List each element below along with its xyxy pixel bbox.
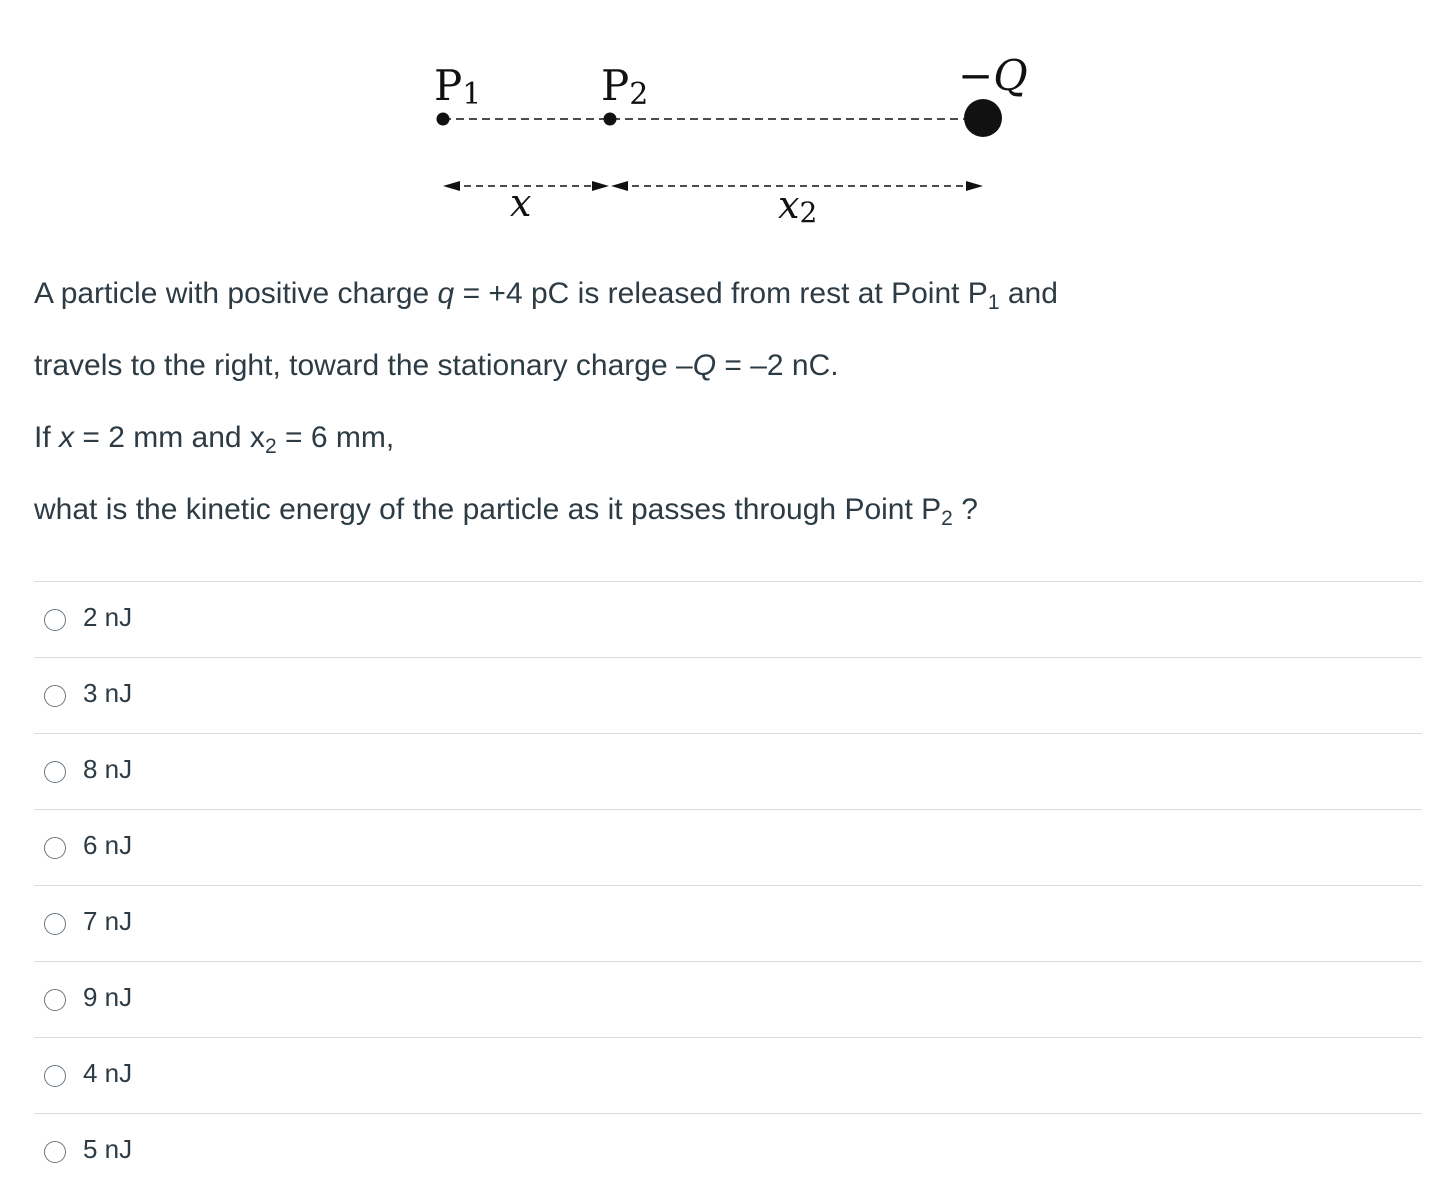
point-p1 <box>437 113 450 126</box>
label-charge: −Q <box>958 51 1028 100</box>
charge-negative-q <box>964 99 1002 137</box>
answer-option[interactable] <box>34 885 1422 961</box>
answer-label: 4 nJ <box>83 1058 133 1088</box>
answer-label: 5 nJ <box>83 1134 133 1164</box>
answer-option[interactable] <box>34 657 1422 733</box>
point-p2 <box>604 113 617 126</box>
answer-label: 9 nJ <box>83 982 133 1012</box>
answer-option[interactable] <box>34 733 1422 809</box>
radio-button[interactable] <box>44 609 66 631</box>
arrowhead-x-right <box>592 181 609 191</box>
answer-list <box>34 581 1422 1189</box>
radio-button[interactable] <box>44 913 66 935</box>
answer-option[interactable] <box>34 809 1422 885</box>
answer-label: 7 nJ <box>83 906 133 936</box>
question-line-4: what is the kinetic energy of the particle as it passes through Point $P_2$ ? <box>34 493 978 530</box>
radio-button[interactable] <box>44 1141 66 1163</box>
label-p2: P2 <box>601 61 649 112</box>
answer-option[interactable] <box>34 1113 1422 1189</box>
question-line-3: If x = 2 mm and $x_2 = 6$ mm, <box>34 421 395 458</box>
arrowhead-x-left <box>443 181 460 191</box>
radio-button[interactable] <box>44 761 66 783</box>
answer-label: 3 nJ <box>83 678 133 708</box>
answer-option[interactable] <box>34 1037 1422 1113</box>
label-x2: x2 <box>778 183 818 229</box>
label-p1: P1 <box>434 61 482 112</box>
radio-button[interactable] <box>44 989 66 1011</box>
arrowhead-x2-left <box>611 181 628 191</box>
charge-diagram <box>0 0 1432 240</box>
radio-button[interactable] <box>44 837 66 859</box>
answer-label: 8 nJ <box>83 754 133 784</box>
arrowhead-x2-right <box>966 181 983 191</box>
label-x: x <box>510 181 532 225</box>
answer-option[interactable] <box>34 961 1422 1037</box>
answer-label: 6 nJ <box>83 830 133 860</box>
question-line-1: A particle with positive charge q = +4 pC is released from rest at Point $P_1$ and <box>34 277 1058 314</box>
radio-button[interactable] <box>44 685 66 707</box>
answer-label: 2 nJ <box>83 602 133 632</box>
question-line-2: travels to the right, toward the stationary charge –Q = –2 nC. <box>34 349 839 382</box>
radio-button[interactable] <box>44 1065 66 1087</box>
answer-option[interactable] <box>34 581 1422 657</box>
